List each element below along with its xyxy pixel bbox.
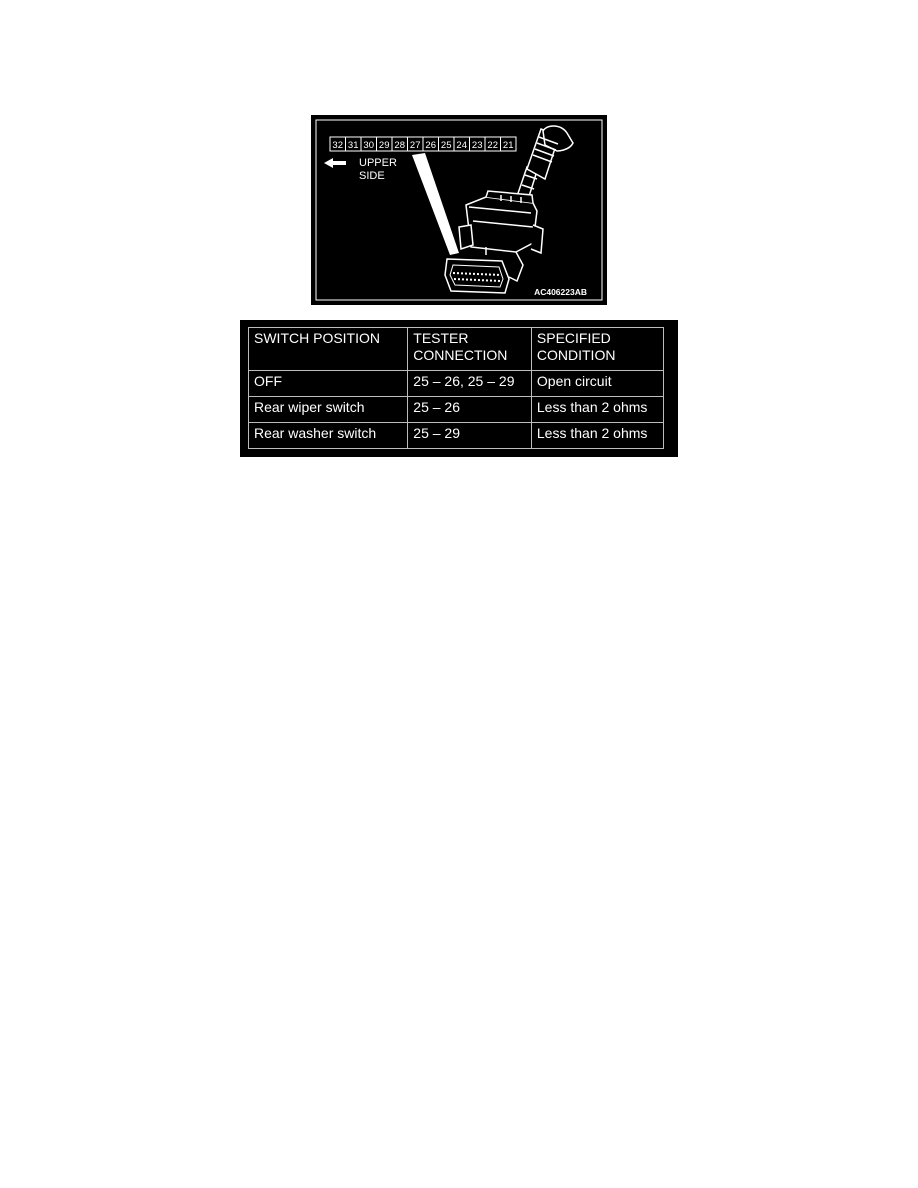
table-row [249, 371, 664, 397]
header-switch-position: SWITCH POSITION [249, 328, 408, 371]
pin-label: 30 [363, 140, 374, 151]
switch-specification-table [240, 320, 678, 457]
cell-switch-position: Rear wiper switch [249, 397, 408, 423]
table-header-row [249, 328, 664, 371]
connector-illustration [311, 115, 607, 305]
pin-label: 25 [440, 140, 452, 151]
cell-switch-position: OFF [249, 371, 408, 397]
cell-specified-condition: Less than 2 ohms [531, 397, 663, 423]
direction-arrow-icon [324, 158, 346, 168]
header-tester-connection: TESTER CONNECTION [408, 328, 532, 371]
figure-code: AC406223AB [534, 287, 587, 297]
cell-specified-condition: Open circuit [531, 371, 663, 397]
pin-label: 21 [502, 140, 514, 151]
cell-switch-position: Rear washer switch [249, 423, 408, 449]
pin-label: 23 [471, 140, 483, 151]
pin-label: 32 [332, 140, 343, 151]
cell-tester-connection: 25 – 26, 25 – 29 [408, 371, 532, 397]
table-row [249, 423, 664, 449]
table-row [249, 397, 664, 423]
pin-label: 29 [378, 140, 390, 151]
direction-label-upper: UPPER [359, 157, 397, 169]
pin-label: 27 [409, 140, 421, 151]
callout-pointer [412, 153, 459, 255]
pin-number-strip [330, 137, 516, 151]
pin-label: 26 [425, 140, 436, 151]
direction-label-side: SIDE [359, 170, 385, 182]
cell-tester-connection: 25 – 26 [408, 397, 532, 423]
pin-label: 28 [394, 140, 405, 151]
cell-specified-condition: Less than 2 ohms [531, 423, 663, 449]
header-specified-condition: SPECIFIED CONDITION [531, 328, 663, 371]
cell-tester-connection: 25 – 29 [408, 423, 532, 449]
spec-table [248, 327, 664, 449]
connector-face-icon [445, 259, 509, 293]
pin-label: 22 [487, 140, 498, 151]
pin-label: 31 [347, 140, 359, 151]
switch-connector-diagram [311, 115, 607, 305]
pin-label: 24 [456, 140, 467, 151]
